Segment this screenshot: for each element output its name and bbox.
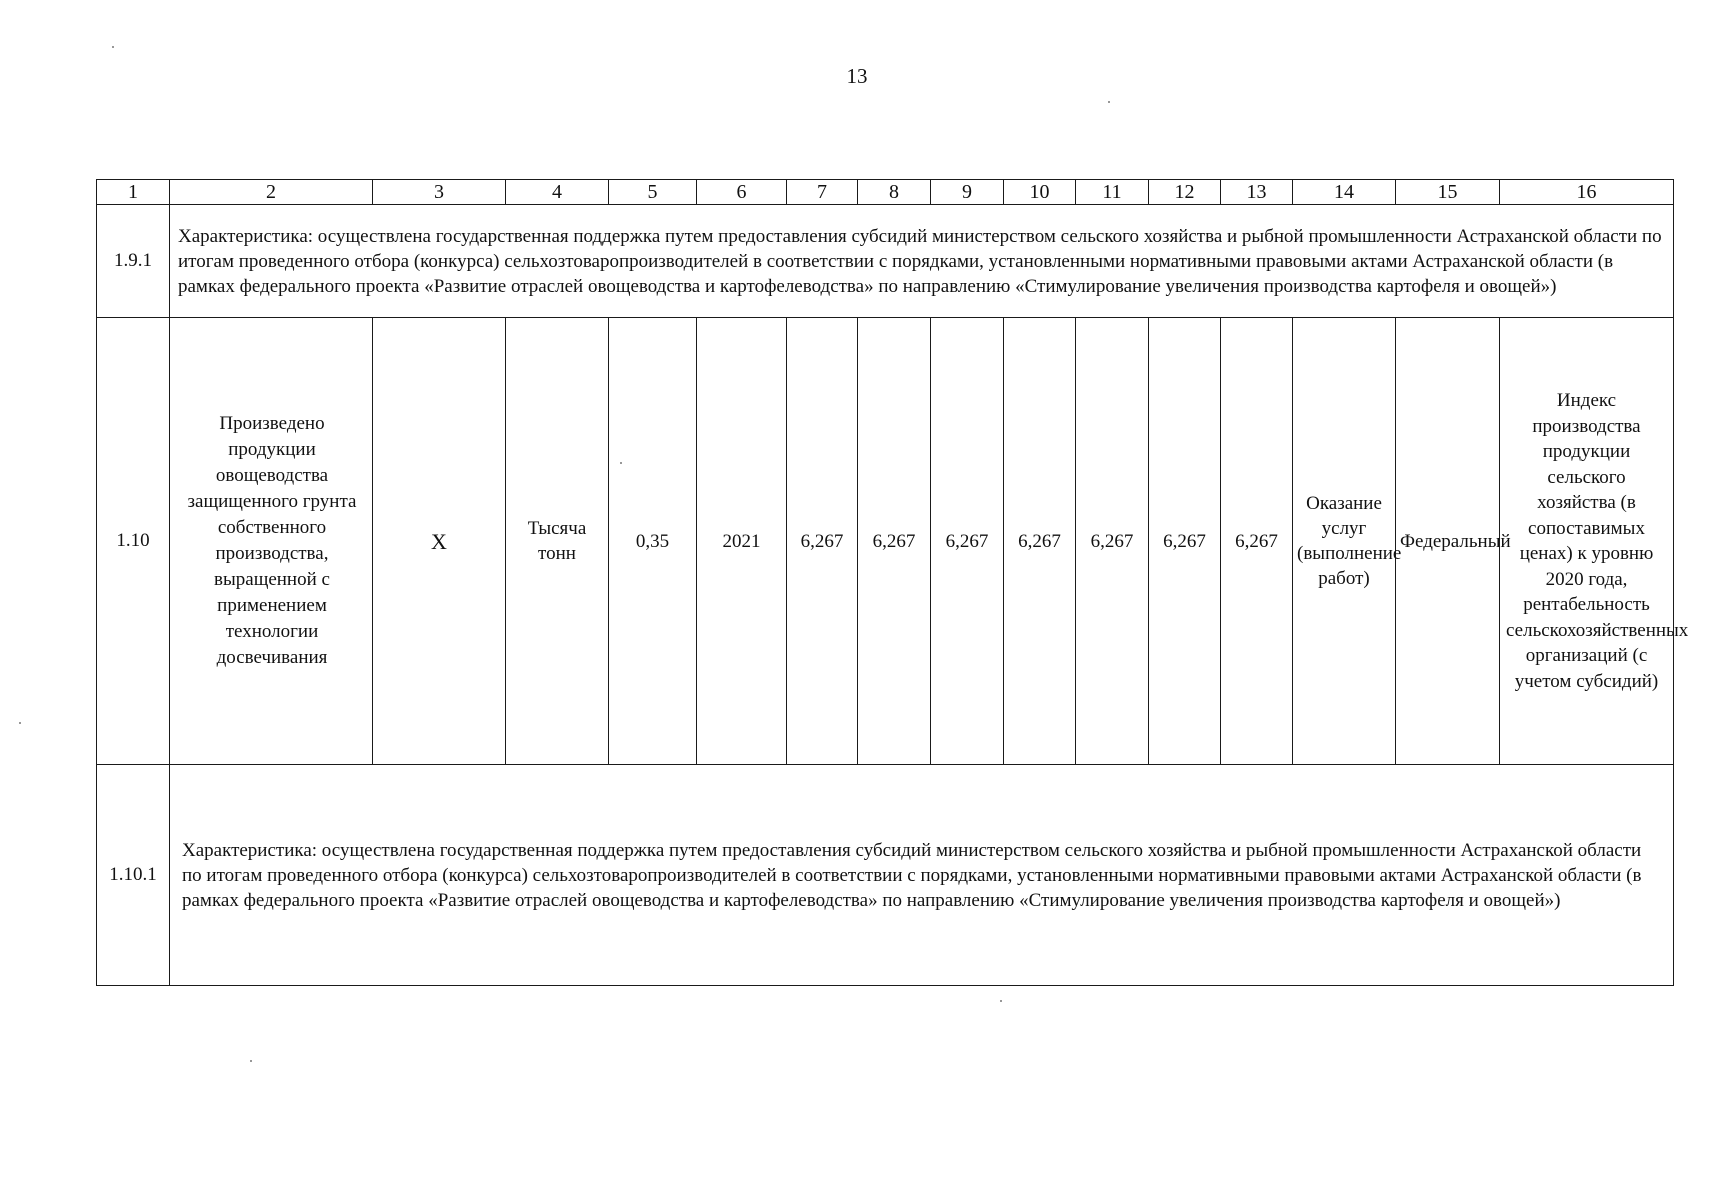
header-cell: 12 <box>1149 180 1221 205</box>
header-cell: 15 <box>1396 180 1500 205</box>
row-number: 1.9.1 <box>97 205 170 318</box>
header-cell: 11 <box>1076 180 1149 205</box>
data-table <box>96 179 1689 986</box>
table-row <box>97 205 1674 318</box>
indicator-name: Произведено продукции овощеводства защищенного грунта собственного производства, выращенной с применением технологии досвечивания <box>170 318 373 765</box>
header-cell: 9 <box>931 180 1004 205</box>
characteristic-text: Характеристика: осуществлена государственная поддержка путем предоставления субсидий министерством сельского хозяйства и рыбной промышленности Астраханской области по итогам проведенного отбора (конкурса) сельхозтоваропроизводителей в соответствии с порядками, установленными нормативными правовыми актами Астраханской области (в рамках федерального проекта «Развитие отраслей овощеводства и картофелеводства» по направлению «Стимулирование увеличения производства картофеля и овощей») <box>170 205 1674 318</box>
col5-value: 0,35 <box>609 318 697 765</box>
scan-speck <box>19 722 21 724</box>
row-number: 1.10 <box>97 318 170 765</box>
base-year: 2021 <box>697 318 787 765</box>
unit-cell: Тысяча тонн <box>506 318 609 765</box>
scan-speck <box>112 46 114 48</box>
header-row <box>97 180 1674 205</box>
header-cell: 13 <box>1221 180 1293 205</box>
value-cell: 6,267 <box>1221 318 1293 765</box>
table-row <box>97 765 1674 986</box>
col3-value: Х <box>373 318 506 765</box>
header-cell: 3 <box>373 180 506 205</box>
header-cell: 4 <box>506 180 609 205</box>
header-cell: 14 <box>1293 180 1396 205</box>
row-number: 1.10.1 <box>97 765 170 986</box>
header-cell: 7 <box>787 180 858 205</box>
value-cell: 6,267 <box>1149 318 1221 765</box>
linked-indicator: Индекс производства продукции сельского хозяйства (в сопоставимых ценах) к уровню 2020 года, рентабельность сельскохозяйственных организаций (с учетом субсидий) <box>1500 318 1674 765</box>
value-cell: 6,267 <box>1076 318 1149 765</box>
value-cell: 6,267 <box>858 318 931 765</box>
scan-speck <box>1108 101 1110 103</box>
value-cell: 6,267 <box>931 318 1004 765</box>
scan-speck <box>250 1060 252 1062</box>
header-cell: 8 <box>858 180 931 205</box>
header-cell: 6 <box>697 180 787 205</box>
value-cell: 6,267 <box>787 318 858 765</box>
header-cell: 5 <box>609 180 697 205</box>
table-row <box>97 318 1674 765</box>
level-cell: Федеральный <box>1396 318 1500 765</box>
value-cell: 6,267 <box>1004 318 1076 765</box>
header-cell: 2 <box>170 180 373 205</box>
header-cell: 10 <box>1004 180 1076 205</box>
scan-speck <box>1000 1000 1002 1002</box>
header-cell: 1 <box>97 180 170 205</box>
header-cell: 16 <box>1500 180 1674 205</box>
activity-type: Оказание услуг (выполнение работ) <box>1293 318 1396 765</box>
characteristic-text: Характеристика: осуществлена государственная поддержка путем предоставления субсидий министерством сельского хозяйства и рыбной промышленности Астраханской области по итогам проведенного отбора (конкурса) сельхозтоваропроизводителей в соответствии с порядками, установленными нормативными правовыми актами Астраханской области (в рамках федерального проекта «Развитие отраслей овощеводства и картофелеводства» по направлению «Стимулирование увеличения производства картофеля и овощей») <box>170 765 1674 986</box>
page-number: 13 <box>846 64 868 88</box>
